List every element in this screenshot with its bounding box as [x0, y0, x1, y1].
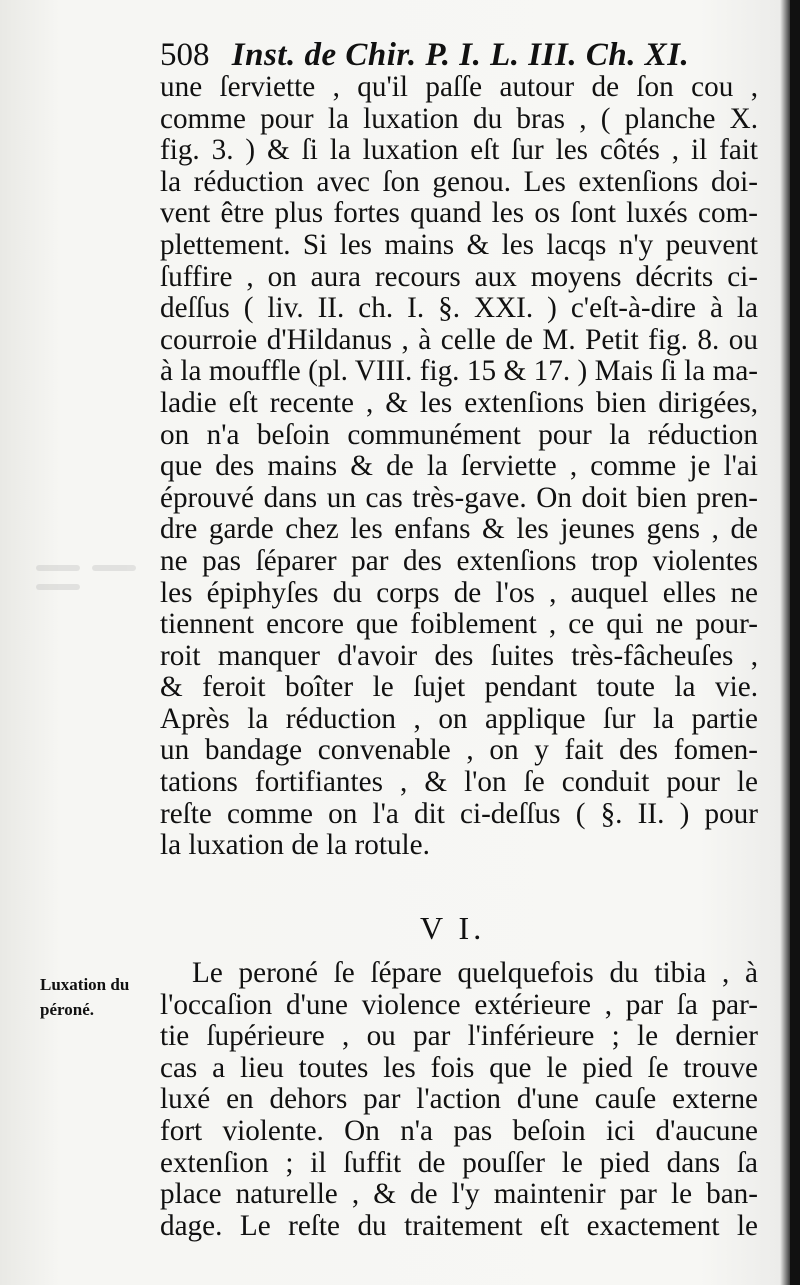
margin-note-line: Luxation du: [40, 975, 130, 994]
margin-note-line: péroné.: [40, 1000, 94, 1019]
text-line: fig. 3. ) & ſi la luxation eſt ſur les côtés , il fait: [160, 134, 758, 167]
text-line: deſſus ( liv. II. ch. I. §. XXI. ) c'eſt-à-dire à la: [160, 292, 758, 325]
text-line: roit manquer d'avoir des ſuites très-fâcheuſes ,: [160, 639, 758, 672]
text-line: dre garde chez les enfans & les jeunes gens , de: [160, 513, 758, 546]
text-line: l'occaſion d'une violence extérieure , par ſa par-: [160, 988, 758, 1021]
page-number: 508: [160, 37, 210, 73]
text-line: luxé en dehors par l'action d'une cauſe externe: [160, 1083, 758, 1116]
text-line: ne pas ſéparer par des extenſions trop violentes: [160, 544, 758, 577]
text-line: comme pour la luxation du bras , ( planche X.: [160, 102, 758, 135]
text-line: reſte comme on l'a dit ci-deſſus ( §. II. ) pour: [160, 797, 758, 830]
text-line: vent être plus fortes quand les os ſont luxés com-: [160, 197, 758, 230]
page-edge-shadow: [790, 0, 800, 1285]
text-line: éprouvé dans un cas très-gave. On doit bien pren-: [160, 481, 758, 514]
text-line: tie ſupérieure , ou par l'inférieure ; le dernier: [160, 1020, 758, 1053]
text-line: courroie d'Hildanus , à celle de M. Petit fig. 8. ou: [160, 323, 758, 356]
page-header: [160, 34, 760, 76]
text-line: une ſerviette , qu'il paſſe autour de ſon cou ,: [160, 71, 758, 103]
text-line: extenſion ; il ſuffit de pouſſer le pied dans ſa: [160, 1146, 758, 1179]
bleed-through-marks: [30, 560, 150, 600]
text-line: un bandage convenable , on y fait des fomen-: [160, 734, 758, 767]
text-line: fort violente. On n'a pas beſoin ici d'aucune: [160, 1114, 758, 1147]
margin-note: [40, 972, 162, 1022]
section-heading: V I.: [420, 910, 486, 946]
running-title: Inst. de Chir. P. I. L. III. Ch. XI.: [231, 37, 690, 73]
text-line: cas a lieu toutes les fois que le pied ſe trouve: [160, 1051, 758, 1084]
text-line: tations fortifiantes , & l'on ſe conduit pour le: [160, 766, 758, 799]
text-line: la réduction avec ſon genou. Les extenſions doi-: [160, 165, 758, 198]
text-line: ladie eſt recente , & les extenſions bien dirigées,: [160, 386, 758, 419]
text-line: que des mains & de la ſerviette , comme je l'ai: [160, 450, 758, 483]
text-line: dage. Le reſte du traitement eſt exactement le: [160, 1209, 758, 1242]
text-line: tiennent encore que foiblement , ce qui ne pour-: [160, 608, 758, 641]
text-line: ſuffire , on aura recours aux moyens décrits ci-: [160, 260, 758, 293]
text-line: les épiphyſes du corps de l'os , auquel elles ne: [160, 576, 758, 609]
text-line: & feroit boîter le ſujet pendant toute la vie.: [160, 671, 758, 704]
text-line: Après la réduction , on applique ſur la partie: [160, 702, 758, 735]
text-line: à la mouffle (pl. VIII. fig. 15 & 17. ) Mais ſi la ma-: [160, 355, 758, 388]
text-line: plettement. Si les mains & les lacqs n'y peuvent: [160, 228, 758, 261]
text-line: on n'a beſoin communément pour la réduction: [160, 418, 758, 451]
text-line: la luxation de la rotule.: [160, 829, 430, 862]
bottom-paragraph: [160, 958, 758, 1242]
text-line: Le peroné ſe ſépare quelquefois du tibia , à: [192, 957, 758, 989]
top-paragraph: [160, 72, 758, 862]
text-line: place naturelle , & de l'y maintenir par le ban-: [160, 1178, 758, 1211]
